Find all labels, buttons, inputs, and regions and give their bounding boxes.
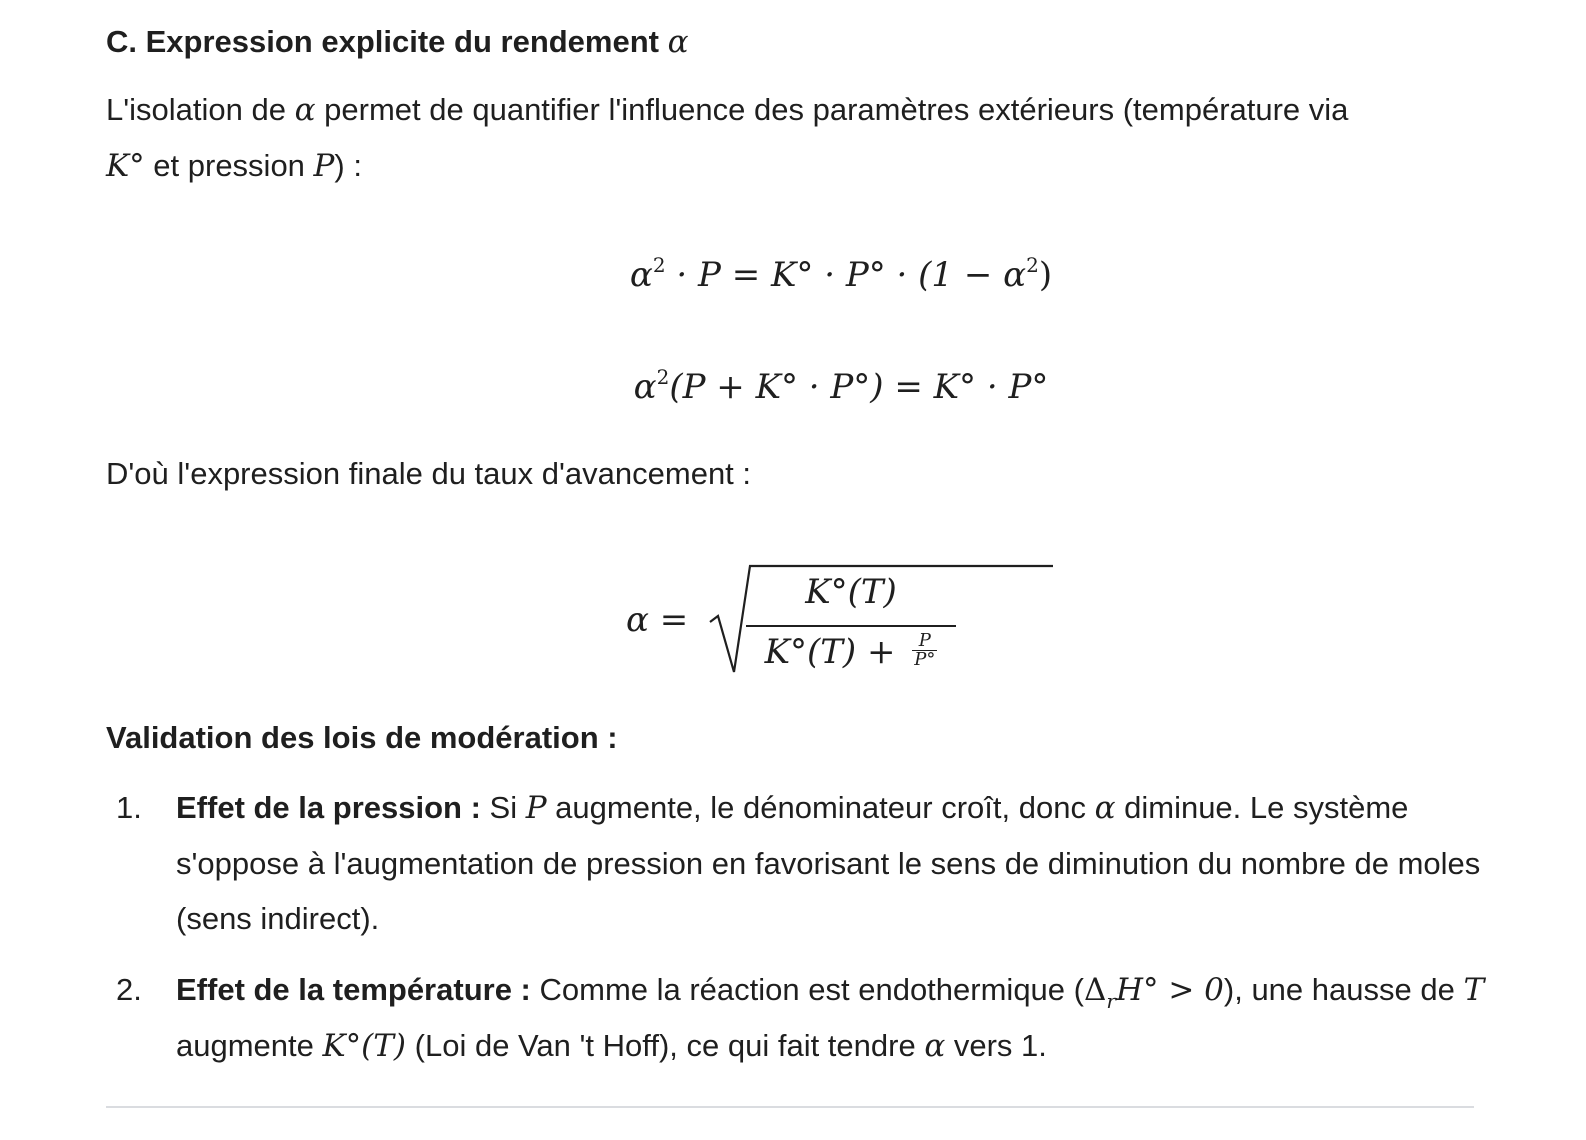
list-item: 2. Effet de la température : Comme la réaction est endothermique $(\Delta_rH^\circ > 0)$, une hausse de T augmente K°(T) (Loi de Van 't Hoff), ce qui fait tendre α vers 1. — [116, 972, 1485, 1064]
divider — [106, 1106, 1474, 1108]
validation-list — [106, 780, 1486, 1074]
document-page — [106, 0, 1500, 1140]
equation-1: $\alpha^2 \cdot P = K^\circ \cdot P^\circ \cdot (1 - \alpha^2)$ — [629, 253, 1053, 295]
list-item: 1. Effet de la pression : Si P augmente, le dénominateur croît, donc α diminue. Le système s'oppose à l'augmentation de pression en favorisant le sens de diminution du nombre de moles (sens indirect). — [116, 790, 1481, 936]
conclusion-paragraph: D'où l'expression finale du taux d'avancement : — [106, 456, 752, 491]
section-heading: C. Expression explicite du rendement α — [106, 24, 689, 60]
small-fraction: $\frac{P}{P^\circ}$ — [914, 629, 936, 670]
validation-title: Validation des lois de modération : — [106, 720, 618, 755]
final-formula — [626, 560, 1056, 685]
fraction-bar — [746, 625, 956, 627]
intro-paragraph: L'isolation de α permet de quantifier l'influence des paramètres extérieurs (température via K° et pression P) : — [106, 92, 1349, 184]
formula-numerator: K°(T) — [805, 572, 897, 612]
formula-denominator: K°(T) + $\frac{P}{P^\circ}$ — [764, 629, 936, 672]
equation-2: $\alpha^2(P + K^\circ \cdot P^\circ) = K^\circ \cdot P^\circ$ — [633, 365, 1049, 407]
formula-lhs: α = — [626, 600, 689, 640]
